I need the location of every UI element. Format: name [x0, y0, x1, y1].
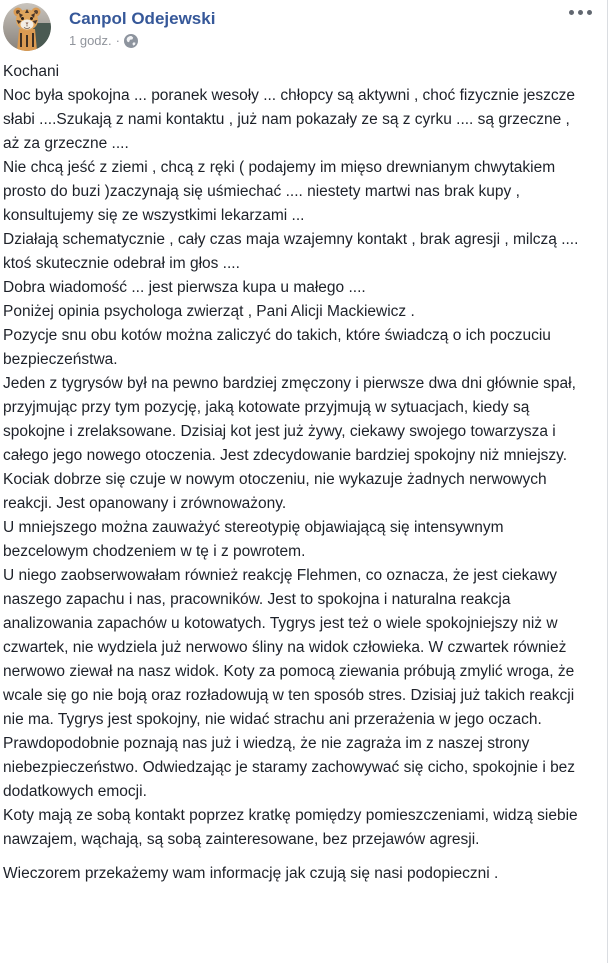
post-paragraph: Wieczorem przekażemy wam informację jak czują się nasi podopieczni . — [3, 865, 499, 882]
author-name-link[interactable]: Canpol Odejewski — [69, 9, 216, 28]
post-options-menu-button[interactable] — [565, 6, 596, 19]
tiger-profile-photo — [3, 3, 51, 51]
post-paragraph: U mniejszego można zauważyć stereotypię objawiającą się intensywnym bezcelowym chodzeniem w tę i z powrotem. — [3, 519, 504, 560]
post-paragraph: Kochani — [3, 63, 60, 80]
ellipsis-menu-icon — [569, 10, 574, 15]
meta-separator: · — [115, 33, 120, 48]
post-body-text — [0, 60, 607, 886]
post-paragraph: Jeden z tygrysów był na pewno bardziej zmęczony i pierwsze dwa dni głównie spał, przyjmując przy tym pozycję, jaką kotowate przyjmują w sytuacjach, kiedy są spokojne i zrelaksowane. Dzisiaj kot jest już żywy, ciekawy swojego towarzysza i całego jego nowego otoczenia. Jest zdecydowanie bardziej spokojny niż mniejszy. Kociak dobrze się czuje w nowym otoczeniu, nie wykazuje żadnych nerwowych reakcji. Jest opanowany i zrównoważony. — [3, 375, 576, 512]
post-paragraph: Poniżej opinia psychologa zwierząt , Pani Alicji Mackiewicz . — [3, 303, 415, 320]
post-paragraph: Działają schematycznie , cały czas maja wzajemny kontakt , brak agresji , milczą .... ktoś skutecznie odebrał im głos .... — [3, 231, 579, 272]
post-paragraph: Dobra wiadomość ... jest pierwsza kupa u małego .... — [3, 279, 366, 296]
author-avatar[interactable] — [3, 3, 51, 51]
post-paragraph: Noc była spokojna ... poranek wesoły ... chłopcy są aktywni , choć fizycznie jeszcze słabi ....Szukają z nami kontaktu , już nam pokazały ze są z cyrku .... są grzeczne , aż za grzeczne .... — [3, 87, 576, 152]
post-paragraph: Nie chcą jeść z ziemi , chcą z ręki ( podajemy im mięso drewnianym chwytakiem prosto do buzi )zaczynają się uśmiechać .... niestety martwi nas brak kupy , konsultujemy się ze wszystkimi lekarzami ... — [3, 159, 556, 224]
globe-public-icon — [124, 34, 138, 48]
post-header — [0, 0, 607, 55]
post-header-text — [69, 3, 607, 49]
timestamp[interactable]: 1 godz. — [69, 33, 112, 48]
post-meta — [69, 32, 607, 49]
post-paragraph: Koty mają ze sobą kontakt poprzez kratkę pomiędzy pomieszczeniami, widzą siebie nawzajem, wąchają, są sobą zainteresowane, bez przejawów agresji. — [3, 807, 578, 848]
ellipsis-menu-icon — [578, 10, 583, 15]
ellipsis-menu-icon — [587, 10, 592, 15]
post-paragraph: U niego zaobserwowałam również reakcję Flehmen, co oznacza, że jest ciekawy naszego zapachu i nas, pracowników. Jest to spokojna i naturalna reakcja analizowania zapachów u kotowatych. Tygrys jest też o wiele spokojniejszy niż w czwartek, nie wydziela już nerwowo śliny na widok człowieka. W czwartek również nerwowo ziewał na nasz widok. Koty za pomocą ziewania próbują zmylić wroga, że wcale się go nie boją oraz rozładowują w ten sposób stres. Dzisiaj już takich reakcji nie ma. Tygrys jest spokojny, nie widać strachu ani przerażenia w jego oczach. Prawdopodobnie poznają nas już i wiedzą, że nie zagraża im z naszej strony niebezpieczeństwo. Odwiedzając je staramy zachowywać się cicho, spokojnie i bez dodatkowych emocji. — [3, 567, 576, 800]
post-paragraph: Pozycje snu obu kotów można zaliczyć do takich, które świadczą o ich poczuciu bezpieczeństwa. — [3, 327, 551, 368]
